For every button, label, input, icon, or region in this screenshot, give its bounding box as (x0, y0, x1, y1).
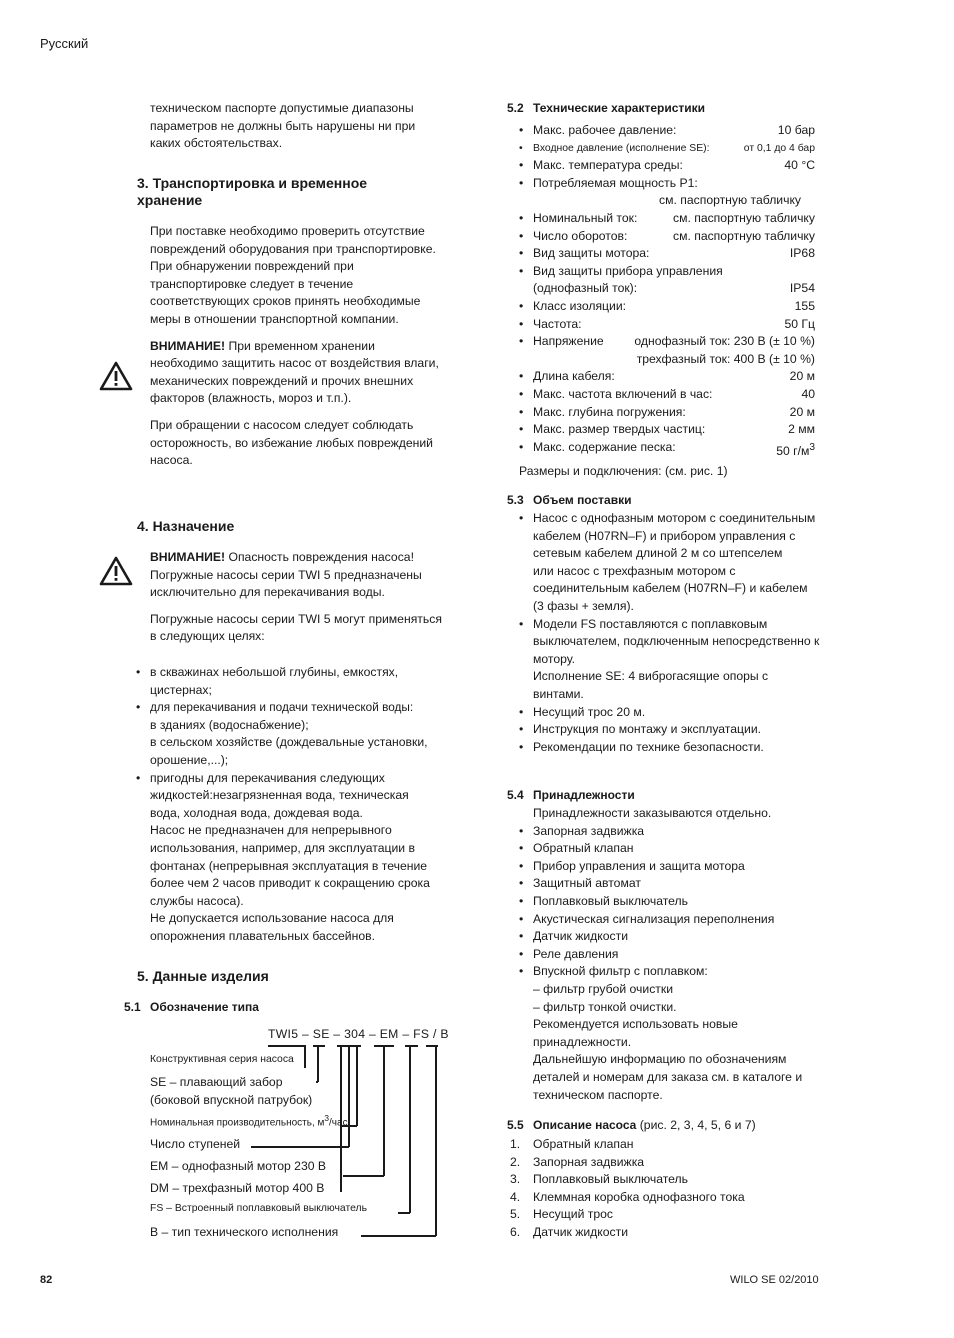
warning-label: ВНИМАНИЕ! (150, 338, 226, 353)
section-5-4-heading: 5.4 Принадлежности (507, 788, 635, 802)
section-4-paragraph: Погружные насосы серии TWI 5 могут применяться в следующих целях: (150, 611, 442, 644)
list-item: • Датчик жидкости (519, 928, 821, 946)
section-5-title: 5. Данные изделия (137, 968, 269, 984)
type-label-series: Конструктивная серия насоса (150, 1054, 294, 1065)
spec-row: • Потребляемая мощность P1: см. паспортную табличку (519, 175, 815, 210)
spec-row: • Макс. глубина погружения: 20 м (519, 404, 815, 422)
type-label-dm: DM – трехфазный мотор 400 В (150, 1181, 325, 1195)
spec-row: • Частота: 50 Гц (519, 316, 815, 334)
section-5-1-heading: 5.1 Обозначение типа (124, 1000, 259, 1014)
spec-row: • Класс изоляции: 155 (519, 298, 815, 316)
section-4-warning (150, 549, 442, 602)
list-item: • Прибор управления и защита мотора (519, 858, 821, 876)
list-item: 3. Поплавковый выключатель (510, 1172, 689, 1187)
section-4-body (150, 549, 442, 646)
list-item: • Обратный клапан (519, 840, 821, 858)
type-label-se: SE – плавающий забор (150, 1075, 283, 1089)
intro-paragraph: техническом паспорте допустимые диапазоны параметров не должны быть нарушены ни при каких обстоятельствах. (150, 101, 416, 151)
type-label-em: EM – однофазный мотор 230 В (150, 1159, 327, 1173)
list-item: • Инструкция по монтажу и эксплуатации. (519, 721, 821, 739)
warning-text: Опасность повреждения насоса! Погружные насосы серии TWI 5 предназначены исключительно для перекачивания воды. (150, 550, 422, 600)
list-item: • Поплавковый выключатель (519, 893, 821, 911)
warning-text: При временном хранении необходимо защитить насос от воздействия влаги, механических повреждений и прочих внешних факторов (влажность, мороз и т.п.). (150, 338, 439, 406)
section-5-5-heading: 5.5 Описание насоса (рис. 2, 3, 4, 5, 6 и 7) (507, 1118, 756, 1132)
accessories-list: Принадлежности заказываются отдельно. • Запорная задвижка • Обратный клапан • Прибор управления и защита мотора • Защитный автомат • Поплавковый выключатель • Акустическая сигнализация переполнения • Датчик жидкости • Реле давления • Впускной фильтр с поплавком: – фильтр грубой очистки – фильтр тонкой очистки. Рекомендуется использовать новые принадлежности. Дальнейшую информацию по обозначениям деталей и номерам для заказа см. в каталоге и техническом паспорте. (519, 805, 821, 1104)
spec-row: • Макс. рабочее давление: 10 бар (519, 122, 815, 140)
list-item: • Модели FS поставляются с поплавковым выключателем, подключенным непосредственно к мотору. Исполнение SE: 4 виброгасящие опоры с винтами. (519, 616, 821, 704)
list-item: 1. Обратный клапан (510, 1137, 634, 1151)
list-item: • пригодны для перекачивания следующих жидкостей:незагрязненная вода, техническая вода, холодная вода, дождевая вода. Насос не предназначен для непрерывного использования, например, для эксплуатации в фонтанах (непрерывная эксплуатация в течение более чем 2 часов приводит к сокращению срока службы насоса). Не допускается использование насоса для опорожнения плавательных бассейнов. (136, 770, 442, 946)
list-item: 4. Клеммная коробка однофазного тока (510, 1189, 745, 1204)
pump-description-list (507, 1136, 817, 1242)
section-3-title: 3. Транспортировка и временное хранение (137, 175, 368, 208)
list-item: • Акустическая сигнализация переполнения (519, 911, 821, 929)
warning-label: ВНИМАНИЕ! (150, 550, 226, 564)
list-item: • Реле давления (519, 946, 821, 964)
delivery-list (519, 510, 821, 756)
spec-row: • Вид защиты прибора управления (однофазный ток): IP54 (519, 263, 815, 298)
type-code: TWI5 – SE – 304 – EM – FS / B (268, 1027, 449, 1041)
spec-row: • Вид защиты мотора: IP68 (519, 245, 815, 263)
spec-row: • Макс. частота включений в час: 40 (519, 386, 815, 404)
footer-brand: WILO SE 02/2010 (730, 1274, 819, 1286)
section-4-list (136, 664, 442, 946)
spec-row: • Число оборотов: см. паспортную табличку (519, 228, 815, 246)
section-5-3-heading: 5.3 Объем поставки (507, 493, 632, 507)
list-item: • Насос с однофазным мотором с соединительным кабелем (H07RN–F) и прибором управления с сетевым кабелем длиной 2 м со штепселем или насос с трехфазным мотором с соединительным кабелем (H07RN–F) и кабелем (3 фазы + земля). (519, 510, 821, 616)
type-label-fs: FS – Встроенный поплавковый выключатель (150, 1203, 367, 1214)
warning-triangle-icon (99, 361, 133, 391)
list-item: • для перекачивания и подачи технической воды: в зданиях (водоснабжение); в сельском хозяйстве (дождевальные установки, орошение,...); (136, 699, 442, 769)
spec-row: • Напряжение однофазный ток: 230 В (± 10 %) трехфазный ток: 400 В (± 10 %) (519, 333, 815, 368)
spec-row: • Макс. температура среды: 40 °C (519, 157, 815, 175)
list-item: • в скважинах небольшой глубины, емкостях, цистернах; (136, 664, 442, 699)
list-item: • Несущий трос 20 м. (519, 704, 821, 722)
spec-row: • Макс. содержание песка: 50 $г/м^3$ (519, 439, 815, 461)
list-item: 2. Запорная задвижка (510, 1154, 645, 1169)
list-item: • Защитный автомат (519, 875, 821, 893)
dimensions-note: Размеры и подключения: (см. рис. 1) (519, 464, 728, 479)
section-3-paragraph-1: При поставке необходимо проверить отсутствие повреждений оборудования при транспортировке. При обнаружении повреждений при транспортировке следует в течение соответствующих сроков принять необходимые меры в отношении транспортной компании. (150, 224, 436, 326)
type-label-b: B – тип технического исполнения (150, 1225, 339, 1239)
section-4-title: 4. Назначение (137, 518, 235, 534)
warning-triangle-icon (99, 556, 133, 586)
list-item: 6. Датчик жидкости (510, 1224, 629, 1239)
tech-specs-list (519, 122, 815, 481)
list-item: 5. Несущий трос (510, 1207, 614, 1222)
section-5-2-heading: 5.2 Технические характеристики (507, 101, 706, 115)
spec-row: • Входное давление (исполнение SE): от 0,1 до 4 бар (519, 140, 815, 158)
section-3-paragraph-2: При обращении с насосом следует соблюдать осторожность, во избежание любых повреждений насоса. (150, 417, 433, 468)
list-item: • Впускной фильтр с поплавком: – фильтр грубой очистки – фильтр тонкой очистки. Рекомендуется использовать новые принадлежности. Дальнейшую информацию по обозначениям деталей и номерам для заказа см. в каталоге и техническом паспорте. (519, 963, 821, 1104)
type-label-stages: Число ступеней (150, 1137, 241, 1151)
list-item: • Рекомендации по технике безопасности. (519, 739, 821, 757)
section-3-warning (150, 338, 442, 408)
spec-row: • Макс. размер твердых частиц: 2 мм (519, 421, 815, 439)
type-label-flow: Номинальная производительность, $м^3$/час (150, 1113, 348, 1129)
type-label-se-sub: (боковой впускной патрубок) (150, 1093, 313, 1107)
spec-row: • Номинальный ток: см. паспортную табличку (519, 210, 815, 228)
spec-row: • Длина кабеля: 20 м (519, 368, 815, 386)
language-label: Русский (40, 36, 89, 51)
page-number: 82 (40, 1274, 53, 1286)
list-item: • Запорная задвижка (519, 823, 821, 841)
section-3-body (150, 223, 442, 479)
